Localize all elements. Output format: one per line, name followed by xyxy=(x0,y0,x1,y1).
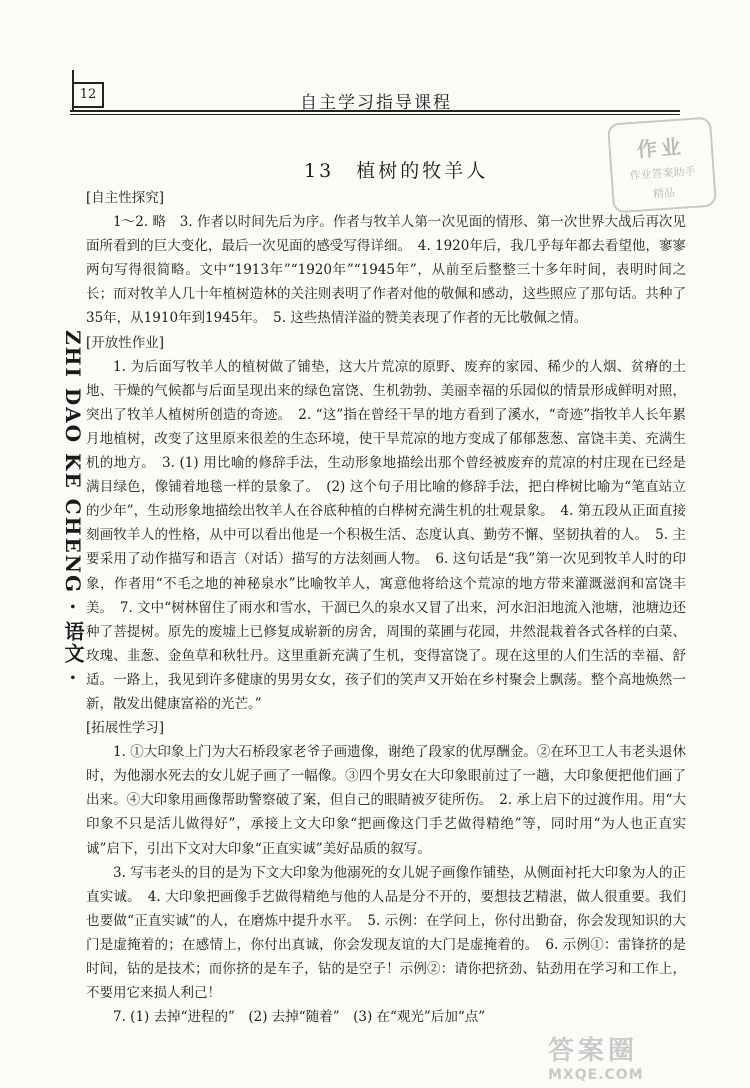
page-number: 12 xyxy=(72,82,104,108)
header-rule xyxy=(70,110,680,112)
stamp-line1: 作业 xyxy=(636,134,686,162)
watermark-logo xyxy=(548,1030,738,1082)
header-rule-thin xyxy=(70,114,680,115)
stamp-line3: 精品 xyxy=(652,186,676,201)
section-paragraph: 1～2. 略 3. 作者以时间先后为序。作者与牧羊人第一次见面的情形、第一次世界大战后再次见面所看到的巨大变化，最后一次见面的感受写得详细。 4. 1920年后，我几乎每年都去看望他，寥寥两句写得很简略。文中“1913年”“1920年”“1945年”，从前至后整整三十多年时间，表明时间之长；而对牧羊人几十年植树造林的关注则表明了作者对他的敬佩和感动，这些照应了那句话。共种了35年，从1910年到1945年。 5. 这些热情洋溢的赞美表现了作者的无比敬佩之情。 xyxy=(86,214,686,327)
section-heading: [开放性作业] xyxy=(86,334,165,351)
section-paragraph: 1. ①大印象上门为大石桥段家老爷子画遗像，谢绝了段家的优厚酬金。②在环卫工人韦老头退休时，为他溺水死去的女儿妮子画了一幅像。③四个男女在大印象眼前过了一趟，大印象便把他们画了出来。④大印象用画像帮助警察破了案，但自己的眼睛被歹徒所伤。 2. 承上启下的过渡作用。用“大印象不只是活儿做得好”，承接上文大印象“把画像这门手艺做得精绝”等，同时用“为人也正直实诚”启下，引出下文对大印象“正直实诚”美好品质的叙写。 xyxy=(86,744,686,857)
section-heading: [自主性探究] xyxy=(86,190,165,206)
stamp-line2: 作业答案助手 xyxy=(629,164,696,183)
answer-content xyxy=(86,186,686,1029)
side-label: ZHI DAO KE CHENG · 语文 · xyxy=(61,330,85,683)
section-heading: [拓展性学习] xyxy=(86,720,165,737)
chapter-number: 13 xyxy=(304,160,335,182)
chapter-title xyxy=(304,156,488,183)
section-paragraph: 1. 为后面写牧羊人的植树做了铺垫，这大片荒凉的原野、废弃的家园、稀少的人烟、贫瘠的土地、干燥的气候都与后面呈现出来的绿色富饶、生机勃勃、美丽幸福的乐园似的情景形成鲜明对照，突出了牧羊人植树所创造的奇迹。 2. “这”指在曾经干旱的地方看到了溪水，“奇迹”指牧羊人长年累月地植树，改变了这里原来很差的生态环境，使干旱荒凉的地方变成了郁郁葱葱、富饶丰美、充满生机的地方。 3. (1) 用比喻的修辞手法，生动形象地描绘出那个曾经被废弃的荒凉的村庄现在已经是满目绿色，像铺着地毯一样的景象了。 (2) 这个句子用比喻的修辞手法，把白桦树比喻为“笔直站立的少年”，生动形象地描绘出牧羊人在谷底种植的白桦树充满生机的壮观景象。 4. 第五段从正面直接刻画牧羊人的性格，从中可以看出他是一个积极生活、态度认真、勤劳不懈、坚韧执着的人。 5. 主要采用了动作描写和语言（对话）描写的方法刻画人物。 6. 这句话是“我”第一次见到牧羊人时的印象，作者用“不毛之地的神秘泉水”比喻牧羊人，寓意他将给这个荒凉的地方带来灌溉滋润和富饶丰美。 7. 文中“树林留住了雨水和雪水，干涸已久的泉水又冒了出来，河水汩汩地流入池塘，池塘边还种了菩提树。原先的废墟上已修复成崭新的房舍，周围的菜圃与花园，井然混栽着各式各样的白菜、玫瑰、韭葱、金鱼草和秋牡丹。这里重新充满了生机，变得富饶了。现在这里的人们生活的幸福、舒适。一路上，我见到许多健康的男男女女，孩子们的笑声又开始在乡村聚会上飘荡。整个高地焕然一新，散发出健康富裕的光芒。” xyxy=(86,358,686,712)
section-paragraph: 3. 写韦老头的目的是为下文大印象为他溺死的女儿妮子画像作铺垫，从侧面衬托大印象为人的正直实诚。 4. 大印象把画像手艺做得精绝与他的人品是分不开的，要想技艺精湛，做人很重要。我们也要做“正直实诚”的人，在磨炼中提升水平。 5. 示例：在学问上，你付出勤奋，你会发现知识的大门是虚掩着的；在感情上，你付出真诚，你会发现友谊的大门是虚掩着的。 6. 示例①：雷锋挤的是时间，钻的是技术；而你挤的是车子，钻的是空子！示例②：请你把挤劲、钻劲用在学习和工作上，不要用它来损人利己！ xyxy=(86,864,686,1002)
header-title: 自主学习指导课程 xyxy=(300,93,452,113)
watermark-url: MXQE.COM xyxy=(548,1067,644,1083)
chapter-name: 植树的牧羊人 xyxy=(356,160,489,182)
section-paragraph: 7. (1) 去掉“进程的” (2) 去掉“随着” (3) 在“观光”后加“点” xyxy=(113,1009,486,1026)
header-left-rule xyxy=(72,70,74,110)
watermark-text: 答案圈 xyxy=(548,1036,639,1066)
